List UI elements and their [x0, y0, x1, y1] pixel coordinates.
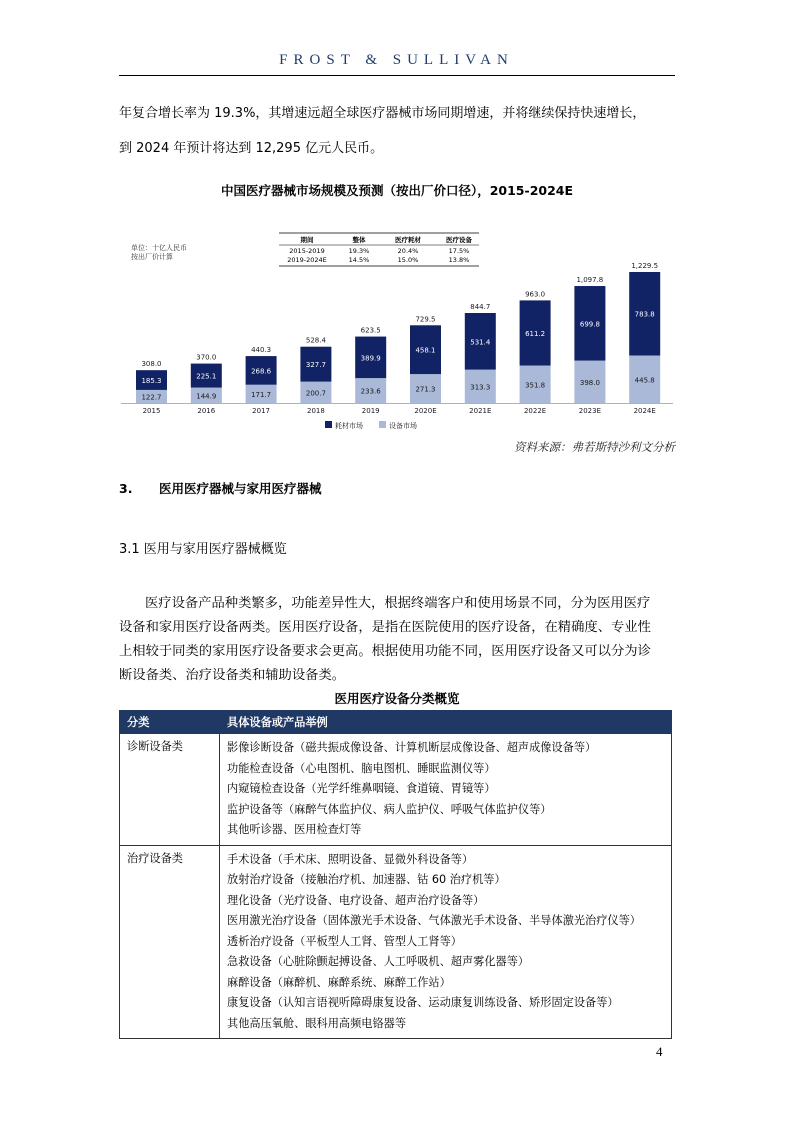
- table-header-row: [120, 711, 672, 734]
- cagr-table-header: 医疗设备: [446, 236, 472, 244]
- data-label-consumables: 185.3: [141, 377, 162, 386]
- data-label-total: 1,097.8: [576, 276, 604, 285]
- list-item: 手术设备（手术床、照明设备、显微外科设备等）: [227, 852, 474, 866]
- header-examples: 具体设备或产品举例: [220, 711, 672, 734]
- data-label-consumables: 611.2: [525, 329, 546, 338]
- market-size-chart: [119, 225, 675, 437]
- x-tick-label: 2015: [142, 407, 161, 415]
- data-label-equipment: 445.8: [634, 376, 655, 385]
- data-label-equipment: 351.8: [525, 381, 546, 390]
- cagr-table-cell: 19.3%: [348, 247, 370, 255]
- cagr-table-cell: 15.0%: [397, 256, 419, 264]
- list-item: 麻醉设备（麻醉机、麻醉系统、麻醉工作站）: [227, 975, 451, 989]
- data-label-consumables: 699.8: [579, 320, 600, 329]
- chart-unit-note: 单位：十亿人民币: [131, 244, 187, 252]
- section-number: 3.: [119, 481, 133, 496]
- data-label-consumables: 531.4: [470, 338, 491, 347]
- items-cell: [220, 734, 672, 846]
- page-number: 4: [656, 1044, 663, 1059]
- cagr-table-header: 期间: [300, 236, 314, 244]
- brand-header: FROST & SULLIVAN: [279, 52, 514, 68]
- chart-source: 资料来源：弗若斯特沙利文分析: [514, 440, 675, 454]
- cagr-table-cell: 14.5%: [348, 256, 370, 264]
- list-item: 放射治疗设备（接触治疗机、加速器、钴 60 治疗机等）: [227, 873, 506, 886]
- category-cell: 诊断设备类: [120, 734, 220, 846]
- legend-label: 设备市场: [389, 422, 417, 430]
- subsection-heading: 3.1 医用与家用医疗器械概览: [119, 542, 287, 557]
- list-item: 内窥镜检查设备（光学纤维鼻咽镜、食道镜、胃镜等）: [227, 782, 496, 795]
- body-line: 医疗设备产品种类繁多，功能差异性大，根据终端客户和使用场景不同，分为医用医疗: [145, 596, 651, 611]
- legend-swatch: [325, 421, 332, 428]
- data-label-equipment: 144.9: [196, 392, 217, 401]
- list-item: 医用激光治疗设备（固体激光手术设备、气体激光手术设备、半导体激光治疗仪等）: [227, 914, 641, 927]
- items-cell: [220, 845, 672, 1039]
- section-title: 医用医疗器械与家用医疗器械: [159, 481, 322, 496]
- header-category: 分类: [120, 711, 220, 734]
- x-tick-label: 2024E: [633, 407, 656, 415]
- data-label-total: 963.0: [525, 290, 546, 299]
- x-tick-label: 2019: [361, 407, 380, 415]
- data-label-equipment: 122.7: [141, 393, 162, 402]
- data-label-consumables: 327.7: [305, 361, 326, 370]
- data-label-total: 440.3: [251, 346, 272, 355]
- category-cell: 治疗设备类: [120, 845, 220, 1039]
- data-label-equipment: 271.3: [415, 385, 436, 394]
- x-tick-label: 2023E: [578, 407, 602, 415]
- data-label-equipment: 200.7: [305, 389, 326, 398]
- cagr-table-header: 医疗耗材: [395, 236, 421, 244]
- intro-line-2: 到 2024 年预计将达到 12,295 亿元人民币。: [119, 141, 384, 156]
- data-label-total: 729.5: [415, 315, 436, 324]
- data-label-consumables: 225.1: [196, 372, 217, 381]
- data-label-total: 1,229.5: [631, 261, 659, 270]
- table-row: [120, 734, 672, 846]
- table-title: 医用医疗设备分类概览: [334, 691, 460, 706]
- table-row: [120, 845, 672, 1039]
- cagr-table-cell: 2015-2019: [289, 247, 325, 255]
- data-label-equipment: 233.6: [360, 387, 381, 396]
- data-label-total: 308.0: [141, 360, 162, 369]
- data-label-total: 844.7: [470, 302, 491, 311]
- data-label-equipment: 313.3: [470, 383, 491, 392]
- chart-title: 中国医疗器械市场规模及预测（按出厂价口径），2015-2024E: [220, 183, 574, 198]
- list-item: 功能检查设备（心电图机、脑电图机、睡眠监测仪等）: [227, 761, 496, 775]
- data-label-total: 528.4: [305, 336, 326, 345]
- x-tick-label: 2018: [306, 407, 325, 415]
- body-paragraph: [119, 592, 675, 688]
- list-item: 理化设备（光疗设备、电疗设备、超声治疗设备等）: [227, 893, 485, 907]
- data-label-total: 370.0: [196, 353, 217, 362]
- data-label-consumables: 458.1: [415, 346, 436, 355]
- section-heading: [119, 479, 322, 497]
- body-line: 上相较于同类的家用医疗设备要求会更高。根据使用功能不同，医用医疗设备又可以分为诊: [119, 644, 651, 659]
- x-tick-label: 2020E: [414, 407, 437, 415]
- list-item: 其他高压氧舱、眼科用高频电铬器等: [227, 1016, 407, 1030]
- chart-unit-note: 按出厂价计算: [131, 253, 173, 261]
- x-tick-label: 2017: [252, 407, 271, 415]
- legend-swatch: [379, 421, 386, 428]
- body-line: 断设备类、治疗设备类和辅助设备类。: [119, 668, 346, 683]
- list-item: 透析治疗设备（平板型人工肾、管型人工肾等）: [227, 934, 462, 948]
- data-label-equipment: 398.0: [579, 378, 600, 387]
- x-tick-label: 2021E: [469, 407, 492, 415]
- data-label-consumables: 783.8: [634, 310, 655, 319]
- x-tick-label: 2022E: [523, 407, 547, 415]
- data-label-consumables: 268.6: [251, 367, 272, 376]
- body-line: 设备和家用医疗设备两类。医用医疗设备，是指在医院使用的医疗设备，在精确度、专业性: [119, 620, 651, 635]
- classification-table: [119, 710, 672, 1039]
- cagr-table-cell: 17.5%: [448, 247, 470, 255]
- header-rule: [119, 75, 675, 76]
- list-item: 其他听诊器、医用检查灯等: [227, 823, 362, 836]
- cagr-table-header: 整体: [352, 236, 366, 244]
- legend-label: 耗材市场: [335, 422, 363, 430]
- data-label-consumables: 389.9: [360, 354, 381, 363]
- cagr-table-cell: 2019-2024E: [287, 256, 327, 264]
- data-label-equipment: 171.7: [251, 390, 272, 399]
- list-item: 监护设备等（麻醉气体监护仪、病人监护仪、呼吸气体监护仪等）: [227, 802, 552, 816]
- data-label-total: 623.5: [360, 326, 381, 335]
- x-tick-label: 2016: [197, 407, 216, 415]
- intro-line-1: 年复合增长率为 19.3%，其增速远超全球医疗器械市场同期增速，并将继续保持快速增长，: [119, 106, 646, 121]
- cagr-table-cell: 20.4%: [397, 247, 419, 255]
- cagr-table-cell: 13.8%: [448, 256, 470, 264]
- list-item: 康复设备（认知言语视听障碍康复设备、运动康复训练设备、矫形固定设备等）: [227, 996, 619, 1009]
- list-item: 影像诊断设备（磁共振成像设备、计算机断层成像设备、超声成像设备等）: [227, 741, 597, 754]
- list-item: 急救设备（心脏除颤起搏设备、人工呼吸机、超声雾化器等）: [227, 955, 530, 968]
